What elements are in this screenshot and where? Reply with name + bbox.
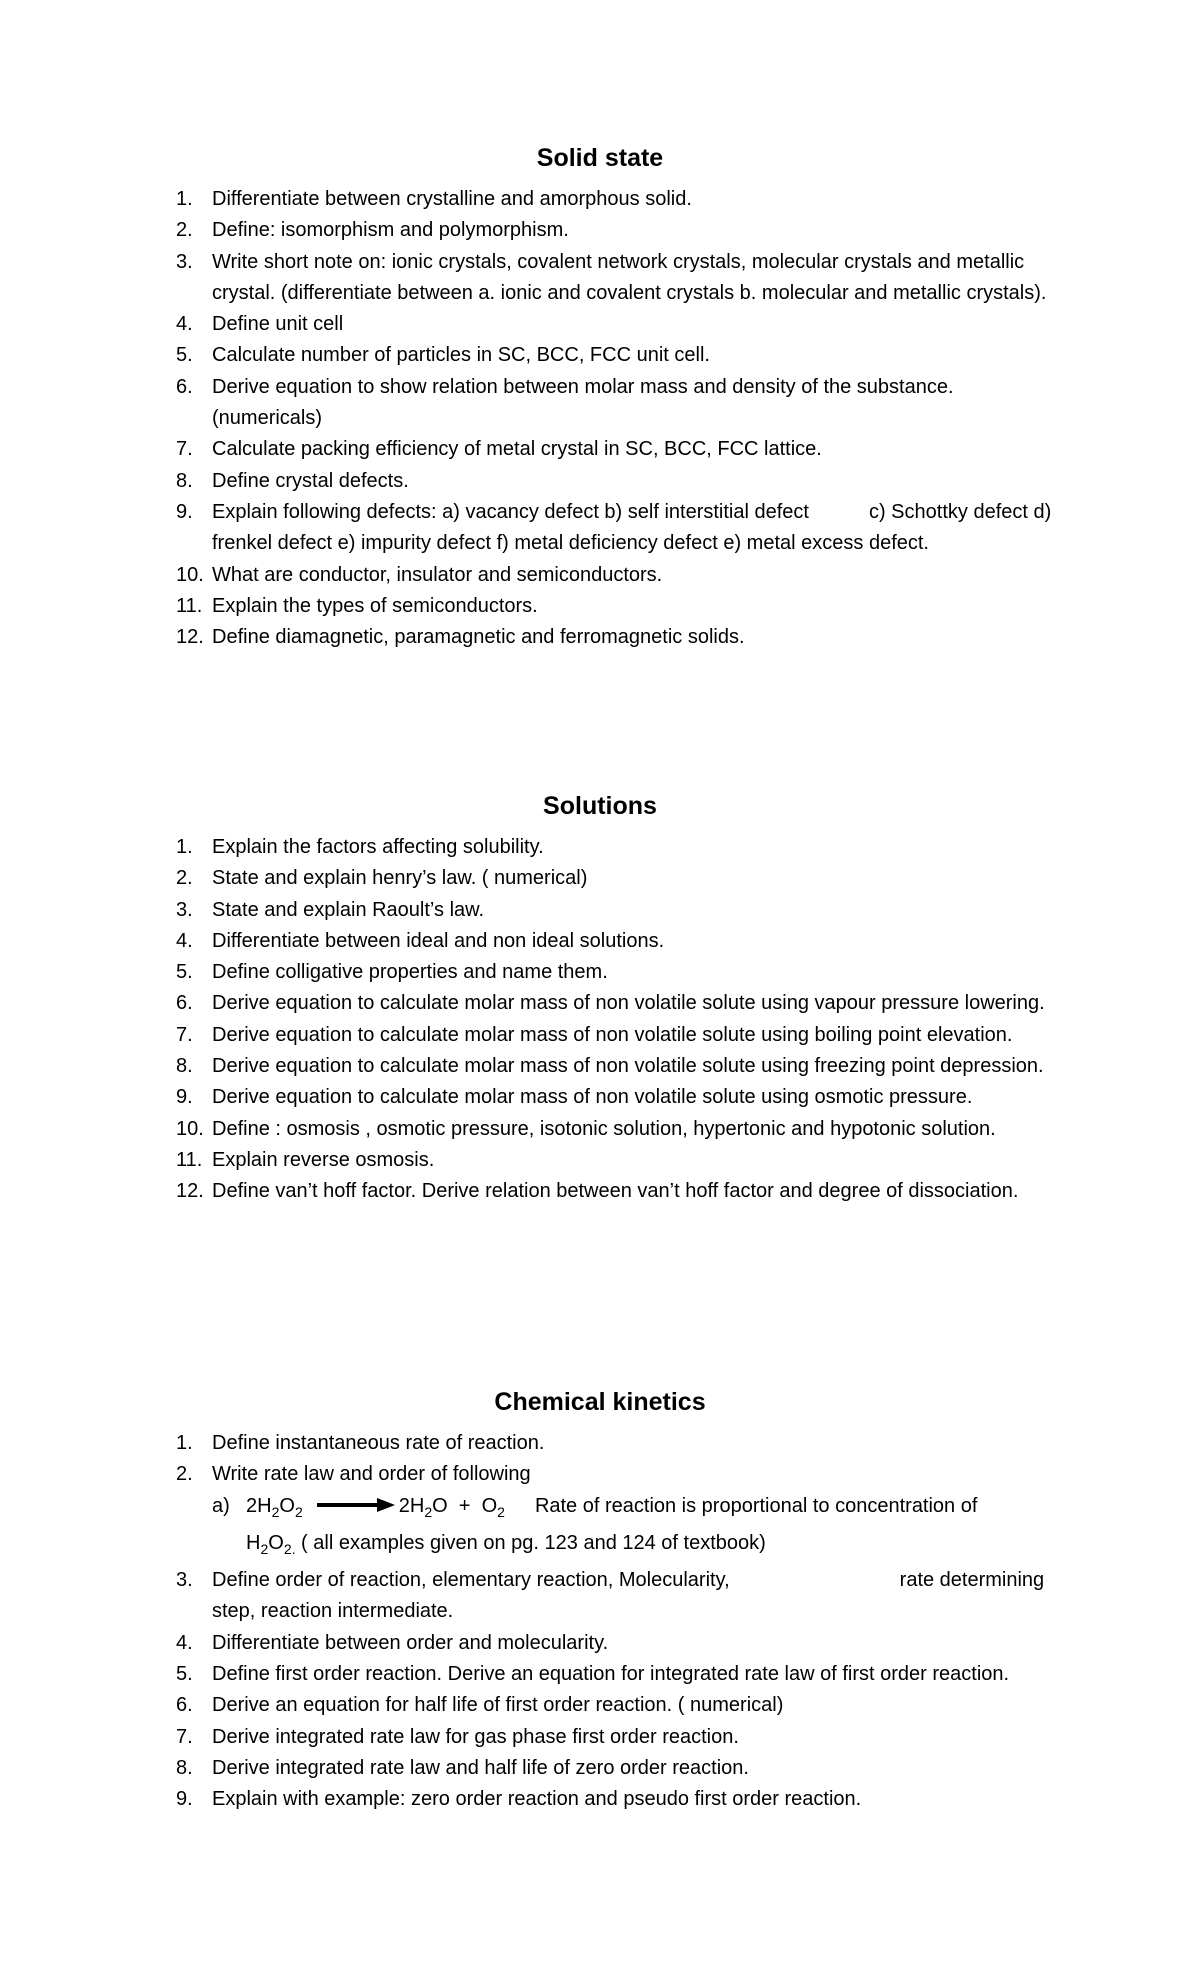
item-number: 1. [176, 836, 193, 858]
list-item [0, 895, 1062, 926]
item-text: Define crystal defects. [212, 469, 409, 492]
list-item [0, 1753, 1062, 1784]
item-number: 3. [176, 898, 193, 921]
list-item [0, 622, 1062, 653]
item-number: 8. [176, 1055, 193, 1078]
list-item [0, 1020, 1062, 1051]
item-text: Define first order reaction. Derive an equation for integrated rate law of first order reaction. [212, 1663, 1010, 1686]
item-text: Define : osmosis , osmotic pressure, isotonic solution, hypertonic and hypotonic solution. [212, 1117, 996, 1140]
reaction-arrow-icon [317, 1491, 395, 1522]
item-text: Define colligative properties and name them. [212, 961, 608, 984]
item-text: Explain reverse osmosis. [212, 1148, 435, 1171]
item-number: 6. [176, 992, 193, 1015]
list-item [0, 1145, 1062, 1176]
item-text: Derive an equation for half life of first order reaction. ( numerical) [212, 1694, 784, 1717]
item-text: Derive equation to show relation between molar mass and density of the substance.(numericals) [212, 375, 954, 430]
item-number: 12. [176, 626, 204, 649]
item-number: 9. [176, 1788, 193, 1811]
item-text: State and explain Raoult’s law. [212, 898, 485, 921]
list-item [0, 863, 1062, 894]
item-number: 1. [176, 1432, 193, 1454]
list-item [0, 434, 1062, 465]
item-number: 5. [176, 344, 193, 367]
list-item [0, 1459, 1062, 1565]
question-list-solutions [0, 832, 1200, 1208]
item-text: Define instantaneous rate of reaction. [212, 1432, 545, 1454]
item-text: Explain following defects: a) vacancy defect b) self interstitial defect [212, 500, 809, 523]
list-item [0, 1082, 1062, 1113]
list-item [0, 957, 1062, 988]
sub-item-letter: a) [212, 1494, 230, 1517]
item-number: 3. [176, 250, 193, 273]
list-item [0, 372, 1062, 435]
section-solid-state [0, 142, 1200, 653]
item-text-continued: c) Schottky defect d) frenkel defect e) impurity defect f) metal deficiency defect e) metal excess defect. [212, 500, 1052, 555]
list-item [0, 1628, 1062, 1659]
item-text: State and explain henry’s law. ( numerical) [212, 867, 588, 890]
list-item [0, 309, 1062, 340]
list-item [0, 1565, 1062, 1628]
section-title-solutions: Solutions [543, 792, 657, 820]
item-number: 5. [176, 1663, 193, 1686]
item-text: Explain with example: zero order reaction and pseudo first order reaction. [212, 1788, 862, 1811]
item-text: Derive equation to calculate molar mass of non volatile solute using freezing point depression. [212, 1055, 1044, 1078]
item-text-continued: rate determining step, reaction intermediate. [212, 1569, 1045, 1623]
list-item [0, 1176, 1062, 1207]
item-number: 9. [176, 1086, 193, 1109]
item-number: 4. [176, 313, 193, 336]
item-text: What are conductor, insulator and semiconductors. [212, 563, 663, 586]
question-list-solid-state [0, 184, 1200, 653]
item-text: Derive equation to calculate molar mass of non volatile solute using vapour pressure lowering. [212, 992, 1045, 1015]
item-text: Derive integrated rate law for gas phase first order reaction. [212, 1725, 739, 1748]
list-item [0, 1784, 1062, 1815]
item-number: 10. [176, 563, 204, 586]
item-number: 8. [176, 469, 193, 492]
item-number: 9. [176, 500, 193, 523]
list-item [0, 560, 1062, 591]
item-number: 8. [176, 1756, 193, 1779]
item-number: 6. [176, 1694, 193, 1717]
item-number: 2. [176, 1463, 193, 1486]
item-text: Calculate packing efficiency of metal crystal in SC, BCC, FCC lattice. [212, 438, 822, 461]
item-text: Calculate number of particles in SC, BCC, FCC unit cell. [212, 344, 710, 367]
item-text: Explain the factors affecting solubility. [212, 836, 544, 858]
list-item [0, 1428, 1062, 1459]
item-number: 2. [176, 867, 193, 890]
list-item [0, 1722, 1062, 1753]
list-item [0, 1051, 1062, 1082]
item-number: 11. [176, 1148, 203, 1171]
item-number: 3. [176, 1569, 193, 1592]
item-text: Derive equation to calculate molar mass of non volatile solute using boiling point elevation. [212, 1023, 1013, 1046]
item-number: 5. [176, 961, 193, 984]
section-title-solid-state: Solid state [536, 144, 664, 172]
list-item [0, 926, 1062, 957]
item-text: Differentiate between ideal and non ideal solutions. [212, 929, 665, 952]
list-item [0, 1690, 1062, 1721]
item-text: Differentiate between order and molecularity. [212, 1631, 609, 1654]
list-item [0, 340, 1062, 371]
reaction-description: Rate of reaction is proportional to concentration of [534, 1494, 978, 1517]
list-item [0, 215, 1062, 246]
list-item [0, 1659, 1062, 1690]
list-item [0, 591, 1062, 622]
item-number: 7. [176, 1725, 193, 1748]
item-text: Define: isomorphism and polymorphism. [212, 219, 569, 242]
item-text: Define order of reaction, elementary reaction, Molecularity, [212, 1569, 730, 1592]
item-number: 2. [176, 219, 193, 242]
item-text: Write short note on: ionic crystals, covalent network crystals, molecular crystals and metallic crystal. (differentiate between a. ionic and covalent crystals b. molecular and metallic crystals). [212, 250, 1047, 304]
item-number: 7. [176, 438, 193, 461]
list-item [0, 988, 1062, 1019]
item-number: 11. [176, 594, 203, 617]
section-title-chemical-kinetics: Chemical kinetics [494, 1388, 706, 1416]
item-number: 7. [176, 1023, 193, 1046]
sub-item-reaction [212, 1491, 1062, 1566]
item-number: 4. [176, 929, 193, 952]
item-number: 4. [176, 1631, 193, 1654]
list-item [0, 832, 1062, 863]
concentration-formula: $H_2O_{2.}$ [246, 1531, 296, 1557]
reactant-formula: $2H_2O_2$ [246, 1494, 303, 1520]
item-text: Derive integrated rate law and half life of zero order reaction. [212, 1756, 749, 1779]
item-text: Define diamagnetic, paramagnetic and ferromagnetic solids. [212, 626, 745, 649]
item-text: Write rate law and order of following [212, 1463, 531, 1486]
item-text: Define van’t hoff factor. Derive relation between van’t hoff factor and degree of dissociation. [212, 1180, 1019, 1203]
item-text: Explain the types of semiconductors. [212, 594, 538, 617]
reaction-note: ( all examples given on pg. 123 and 124 of textbook) [295, 1531, 766, 1554]
section-chemical-kinetics [0, 1386, 1200, 1816]
item-text: Derive equation to calculate molar mass of non volatile solute using osmotic pressure. [212, 1086, 973, 1109]
product-formula: $2H_2O + O_2$ [398, 1494, 505, 1520]
item-text: Define unit cell [212, 313, 344, 336]
item-number: 12. [176, 1180, 204, 1203]
section-solutions [0, 790, 1200, 1208]
item-number: 6. [176, 375, 193, 398]
item-number: 10. [176, 1117, 204, 1140]
item-text: Differentiate between crystalline and amorphous solid. [212, 188, 692, 210]
list-item [0, 497, 1062, 560]
list-item [0, 1114, 1062, 1145]
list-item [0, 466, 1062, 497]
list-item [0, 247, 1062, 310]
item-number: 1. [176, 188, 193, 210]
list-item [0, 184, 1062, 215]
question-list-chemical-kinetics [0, 1428, 1200, 1816]
